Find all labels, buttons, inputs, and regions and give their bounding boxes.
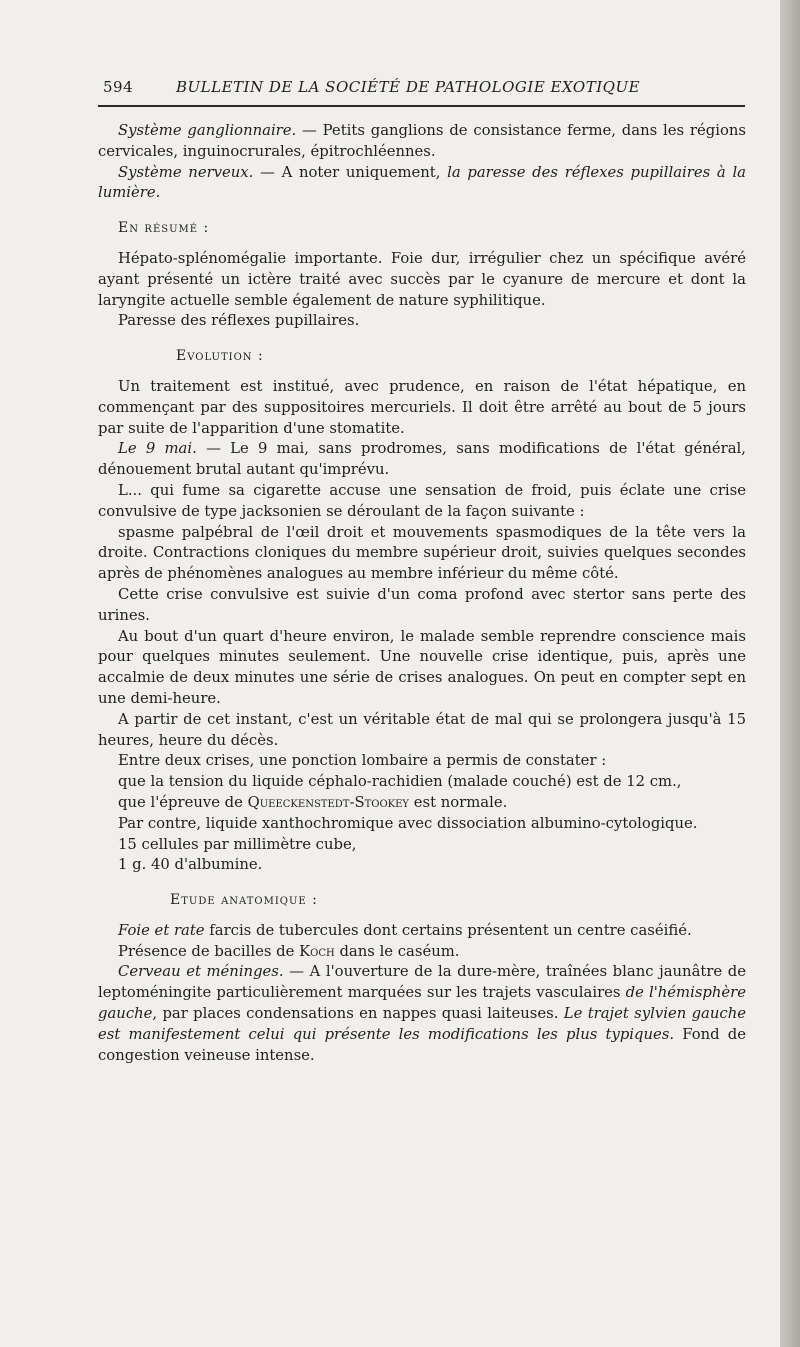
paragraph: spasme palpébral de l'œil droit et mouvements spasmodiques de la tête vers la droite. Contractions cloniques du membre supérieur droit, suivies quelques secondes après de phénomènes analogues au membre inférieur du même côté. <box>98 523 746 583</box>
body-text <box>98 121 746 1066</box>
paragraph: Entre deux crises, une ponction lombaire a permis de constater : <box>118 752 607 770</box>
paragraph: Hépato-splénomégalie importante. Foie dur, irrégulier chez un spécifique avéré ayant présenté un ictère traité avec succès par le cyanure de mercure et dont la laryngite actuelle semble également de nature syphilitique. <box>98 249 746 309</box>
paragraph: Cette crise convulsive est suivie d'un coma profond avec stertor sans perte des urines. <box>98 585 746 624</box>
paragraph: que la tension du liquide céphalo-rachidien (malade couché) est de 12 cm., <box>118 773 682 791</box>
paragraph-nerveux: Système nerveux. — A noter uniquement, la paresse des réflexes pupillaires à la lumière. <box>98 163 747 202</box>
page-number: 594 <box>103 78 134 96</box>
section-heading-resume: En résumé : <box>118 220 210 237</box>
paragraph: L... qui fume sa cigarette accuse une sensation de froid, puis éclate une crise convulsive de type jacksonien se déroulant de la façon suivante : <box>98 481 746 520</box>
page-edge-shadow <box>780 0 800 1347</box>
paragraph: Présence de bacilles de Koch dans le caséum. <box>118 942 460 960</box>
paragraph: Cerveau et méninges. — A l'ouverture de la dure-mère, traînées blanc jaunâtre de leptoméningite particulièrement marquées sur les trajets vasculaires de l'hémisphère gauche, par places condensations en nappes quasi laiteuses. Le trajet sylvien gauche est manifestement celui qui présente les modifications les plus typiques. Fond de congestion veineuse intense. <box>98 963 746 1064</box>
paragraph: 1 g. 40 d'albumine. <box>118 856 263 874</box>
paragraph: Paresse des réflexes pupillaires. <box>118 312 360 330</box>
paragraph: Un traitement est institué, avec prudence, en raison de l'état hépatique, en commençant par des suppositoires mercuriels. Il doit être arrêté au bout de 5 jours par suite de l'apparition d'une stomatite. <box>98 377 746 437</box>
paragraph: Par contre, liquide xanthochromique avec dissociation albumino-cytologique. <box>118 814 698 832</box>
paragraph: 15 cellules par millimètre cube, <box>118 835 357 853</box>
section-heading-evolution: Evolution : <box>176 348 264 365</box>
paragraph-ganglionnaire: Système ganglionnaire. — Petits ganglions de consistance ferme, dans les régions cervicales, inguinocrurales, épitrochléennes. <box>98 122 746 160</box>
paragraph: que l'épreuve de Queeckenstedt-Stookey est normale. <box>118 793 508 811</box>
paragraph: Le 9 mai. — Le 9 mai, sans prodromes, sans modifications de l'état général, dénouement brutal autant qu'imprévu. <box>98 440 746 479</box>
header-rule <box>98 105 745 107</box>
paragraph: Au bout d'un quart d'heure environ, le malade semble reprendre conscience mais pour quelques minutes seulement. Une nouvelle crise identique, puis, après une accalmie de deux minutes une série de crises analogues. On peut en compter sept en une demi-heure. <box>98 627 746 707</box>
running-header <box>103 78 743 102</box>
paragraph: Foie et rate farcis de tubercules dont certains présentent un centre caséifié. <box>118 921 692 939</box>
running-title: BULLETIN DE LA SOCIÉTÉ DE PATHOLOGIE EXOTIQUE <box>176 78 641 96</box>
paragraph: A partir de cet instant, c'est un véritable état de mal qui se prolongera jusqu'à 15 heures, heure du décès. <box>98 710 746 749</box>
section-heading-etude: Etude anatomique : <box>170 892 318 909</box>
